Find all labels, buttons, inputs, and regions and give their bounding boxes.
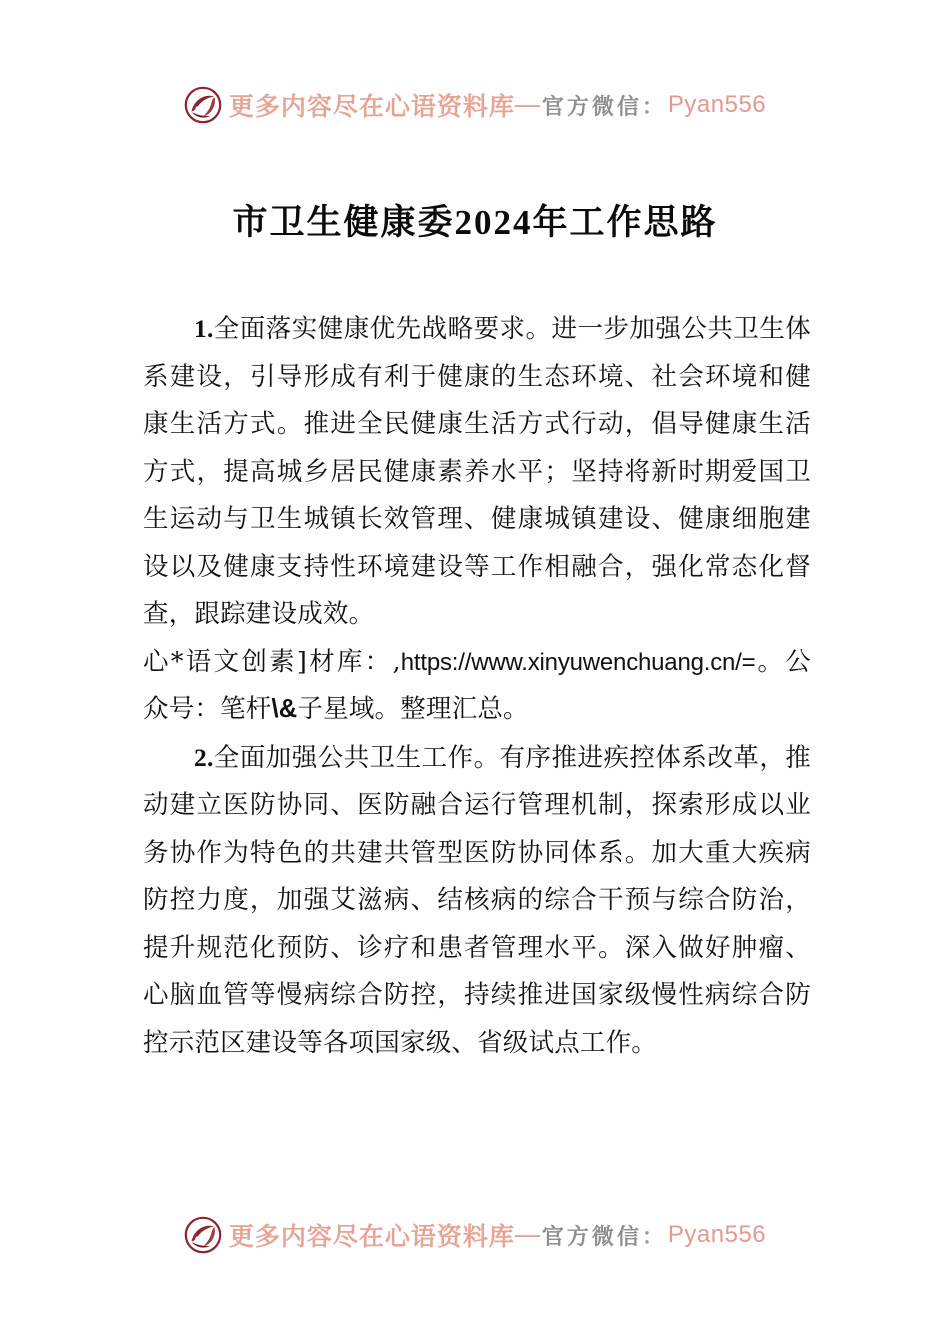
swirl-logo-icon bbox=[184, 1216, 222, 1254]
source-suffix: 子星域。整理汇总。 bbox=[297, 694, 529, 724]
watermark-handle: Pyan556 bbox=[667, 91, 767, 118]
source-prefix: 心*语文创素]材库：, bbox=[143, 646, 401, 677]
watermark-colon: ： bbox=[641, 93, 664, 119]
watermark-dash: — bbox=[514, 91, 540, 118]
source-middle: 。公众号：笔杆 bbox=[143, 646, 811, 724]
paragraph-1 bbox=[143, 305, 811, 639]
swirl-logo-icon bbox=[184, 86, 222, 124]
paragraph-2-number: 2. bbox=[194, 742, 214, 772]
paragraph-source bbox=[143, 639, 811, 734]
paragraph-1-text: 全面落实健康优先战略要求。进一步加强公共卫生体系建设，引导形成有利于健康的生态环境、社会环境和健康生活方式。推进全民健康生活方式行动，倡导健康生活方式，提高城乡居民健康素养水平；坚持将新时期爱国卫生运动与卫生城镇长效管理、健康城镇建设、健康细胞建设以及健康支持性环境建设等工作相融合，强化常态化督查，跟踪建设成效。 bbox=[143, 314, 811, 629]
watermark-header bbox=[0, 82, 950, 128]
source-url[interactable]: https://www.xinyuwenchuang.cn/= bbox=[400, 648, 756, 676]
watermark-label: 官方微信 bbox=[541, 1223, 642, 1249]
watermark-brand-text: 更多内容尽在心语资料库 bbox=[228, 94, 515, 121]
watermark-dash: — bbox=[514, 1221, 540, 1248]
watermark-handle: Pyan556 bbox=[667, 1221, 767, 1248]
watermark-footer bbox=[0, 1212, 950, 1258]
paragraph-1-number: 1. bbox=[194, 314, 214, 343]
paragraph-2 bbox=[143, 734, 811, 1068]
watermark-brand-text: 更多内容尽在心语资料库 bbox=[228, 1224, 515, 1251]
paragraph-2-text: 全面加强公共卫生工作。有序推进疾控体系改革，推动建立医防协同、医防融合运行管理机制，探索形成以业务协作为特色的共建共管型医防协同体系。加大重大疾病防控力度，加强艾滋病、结核病的综合干预与综合防治，提升规范化预防、诊疗和患者管理水平。深入做好肿瘤、心脑血管等慢病综合防控，持续推进国家级慢性病综合防控示范区建设等各项国家级、省级试点工作。 bbox=[143, 742, 811, 1058]
document-body bbox=[143, 305, 811, 1067]
page-title: 市卫生健康委2024年工作思路 bbox=[232, 203, 718, 243]
watermark-colon: ： bbox=[641, 1223, 664, 1249]
watermark-label: 官方微信 bbox=[541, 93, 642, 119]
source-symbol: \& bbox=[271, 695, 298, 723]
